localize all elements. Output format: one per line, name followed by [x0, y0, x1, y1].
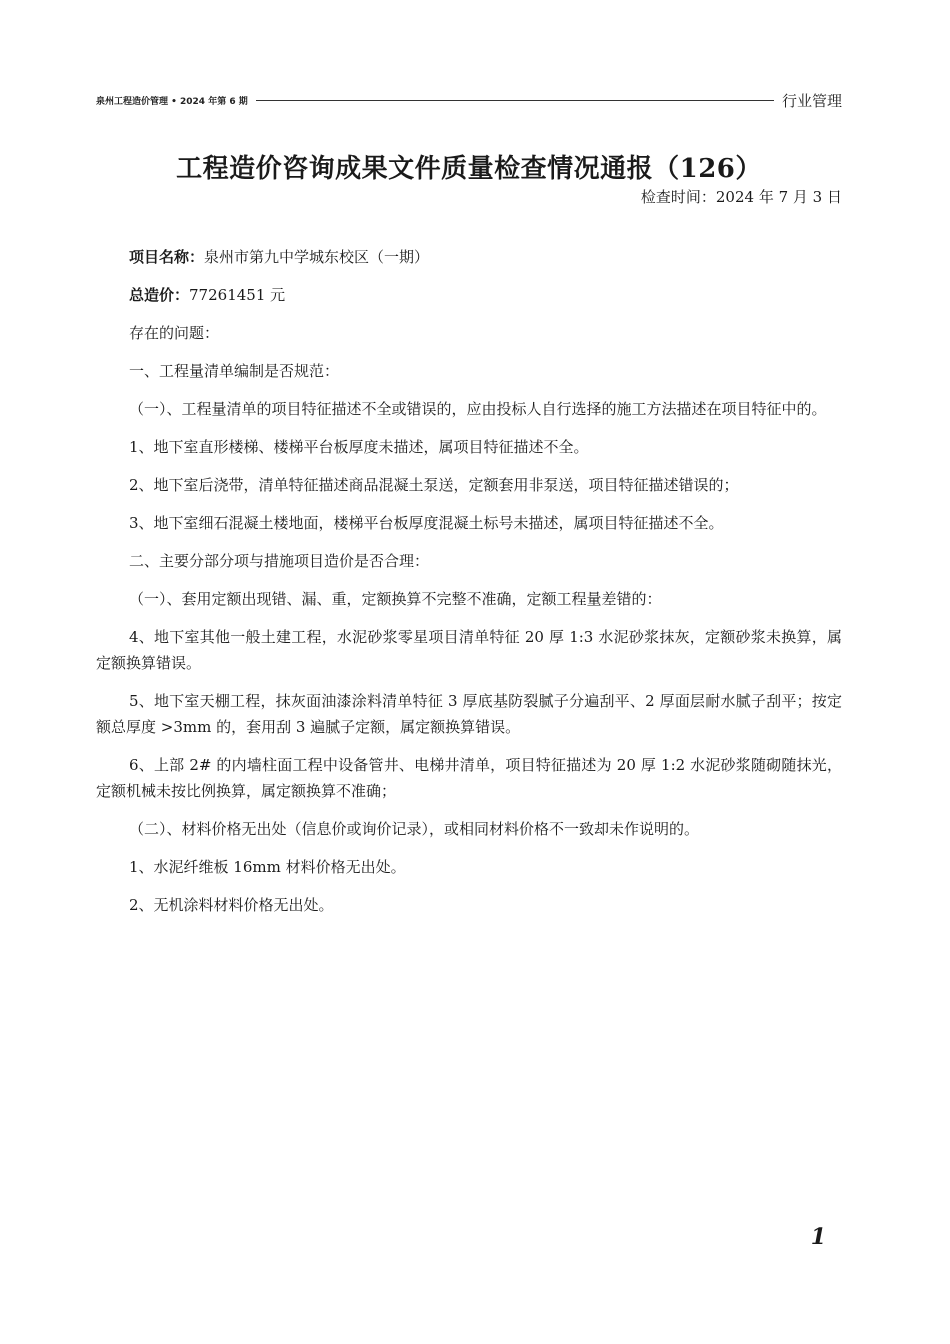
issues-heading: 存在的问题： — [129, 324, 220, 342]
subsection-2-1-heading: （一）、套用定额出现错、漏、重，定额换算不完整不准确，定额工程量差错的： — [129, 590, 662, 608]
material-item-2: 2、无机涂料材料价格无出处。 — [129, 896, 334, 914]
report-body — [96, 244, 842, 930]
section-2-heading: 二、主要分部分项与措施项目造价是否合理： — [129, 552, 430, 570]
journal-name: 泉州工程造价管理 • 2024 年第 6 期 — [96, 96, 248, 107]
subsection-2-2-heading: （二）、材料价格无出处（信息价或询价记录），或相同材料价格不一致却未作说明的。 — [129, 820, 700, 838]
page-title: 工程造价咨询成果文件质量检查情况通报（126） — [176, 154, 762, 184]
issue-item-1: 1、地下室直形楼梯、楼梯平台板厚度未描述，属项目特征描述不全。 — [129, 438, 589, 456]
issue-item-3: 3、地下室细石混凝土楼地面，楼梯平台板厚度混凝土标号未描述，属项目特征描述不全。 — [129, 514, 724, 532]
project-name-value: 泉州市第九中学城东校区（一期） — [204, 248, 430, 266]
subsection-1-1-heading: （一）、工程量清单的项目特征描述不全或错误的，应由投标人自行选择的施工方法描述在项目特征中的。 — [129, 400, 827, 418]
issue-item-6: 6、上部 2# 的内墙柱面工程中设备管井、电梯井清单，项目特征描述为 20 厚 1:2 水泥砂浆随砌随抹光，定额机械未按比例换算，属定额换算不准确； — [96, 756, 842, 800]
section-1-heading: 一、工程量清单编制是否规范： — [129, 362, 340, 380]
check-time: 检查时间：2024 年 7 月 3 日 — [640, 188, 842, 206]
project-name-label: 项目名称： — [129, 248, 205, 266]
total-cost-line — [96, 282, 842, 308]
running-header — [96, 88, 842, 112]
issue-item-5: 5、地下室天棚工程，抹灰面油漆涂料清单特征 3 厚底基防裂腻子分遍刮平、2 厚面层耐水腻子刮平；按定额总厚度 >3mm 的，套用刮 3 遍腻子定额，属定额换算错误。 — [96, 692, 842, 736]
project-name-line — [96, 244, 842, 270]
header-divider — [256, 100, 774, 101]
section-name: 行业管理 — [781, 91, 842, 110]
total-cost-label: 总造价： — [129, 286, 190, 304]
page-number: 1 — [810, 1224, 826, 1250]
total-cost-value: 77261451 元 — [189, 286, 286, 304]
issue-item-2: 2、地下室后浇带，清单特征描述商品混凝土泵送，定额套用非泵送，项目特征描述错误的； — [129, 476, 739, 494]
material-item-1: 1、水泥纤维板 16mm 材料价格无出处。 — [129, 858, 406, 876]
issue-item-4: 4、地下室其他一般土建工程，水泥砂浆零星项目清单特征 20 厚 1:3 水泥砂浆抹灰，定额砂浆未换算，属定额换算错误。 — [96, 628, 842, 672]
